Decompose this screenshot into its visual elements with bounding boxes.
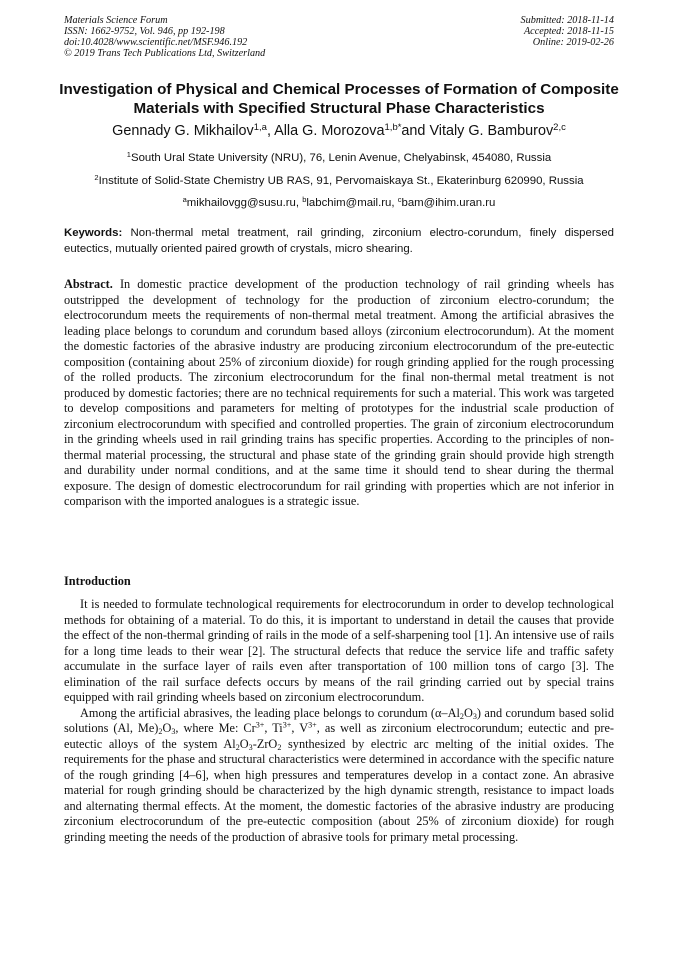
submitted-date: Submitted: 2018-11-14 bbox=[520, 15, 614, 26]
affiliation-text: Institute of Solid-State Chemistry UB RAS, 91, Pervomaiskaya St., Ekaterinburg 620990, Russia bbox=[98, 175, 584, 187]
email-address[interactable]: bam@ihim.uran.ru bbox=[401, 197, 496, 209]
affiliation-1 bbox=[40, 151, 638, 165]
email-list bbox=[40, 196, 638, 210]
introduction-paragraph-2: Among the artificial abrasives, the leading place belongs to corundum $(\alpha-Al_2O_3)$ and corundum based solid solutions (Al, $Me)_2O_3$, where Me: $Cr^{3+}$, $Ti^{3+}$, $V^{3+}$, as well as zirconium electrocorundum; eutectic and pre-eutectic alloys of the system $Al_2O_3-ZrO_2$ synthesized by electric arc melting of the initial oxides. The requirements for the phase and structural characteristics were determined in accordance with the specific nature of the rough grinding [4–6], when high pressures and temperatures develop in a contact zone. An abrasive material for rough grinding should be characterized by the high dynamic strength, resistance to impact loads and alternating thermal effects. At the moment, the domestic factories of the abrasive industry are producing zirconium electrocorundum of the pre-eutectic composition (about 25% of zirconium dioxide) for rough grinding meeting the needs of the production of abrasive tools for primary metal processing. bbox=[64, 705, 615, 844]
email-mark: b bbox=[302, 194, 307, 204]
affiliation-mark: 2 bbox=[94, 172, 99, 182]
issn-line: ISSN: 1662-9752, Vol. 946, pp 192-198 bbox=[64, 26, 225, 37]
author-affiliation-mark: 1,a bbox=[253, 121, 267, 133]
keywords-label: Keywords: bbox=[64, 227, 123, 239]
author-separator: , bbox=[266, 123, 275, 139]
author-name: Alla G. Morozova bbox=[274, 123, 385, 139]
author-name: Gennady G. Mikhailov bbox=[112, 123, 254, 139]
keywords-block bbox=[64, 226, 614, 257]
journal-name: Materials Science Forum bbox=[64, 15, 168, 26]
online-date: Online: 2019-02-26 bbox=[532, 37, 614, 48]
introduction-body bbox=[64, 597, 614, 845]
email-mark: a bbox=[182, 194, 187, 204]
email-mark: c bbox=[397, 194, 402, 204]
introduction-paragraph-1: It is needed to formulate technological requirements for electrocorundum in order to develop technological methods for obtaining of a material. To do this, it is important to understand in detail the causes that provide the effect of the non-thermal grinding of rails in the mode of a self-sharpening tool [1]. An intensive use of rails for a long time leads to their wear [2]. The structural defects that reduce the service life and traffic safety accumulate in the surface layer of rails even after transportation of 100 million tons of cargo [3]. The elimination of the rail surface defects occurs by means of the rail grinding carried out by special trains equipped with rail grinding wheels based on zirconium electrocorundum. bbox=[64, 597, 614, 704]
paper-title: Investigation of Physical and Chemical Processes of Formation of Composite Materials with Specified Structural Phase Characteristics bbox=[59, 81, 619, 117]
email-address[interactable]: mikhailovgg@susu.ru bbox=[186, 197, 296, 209]
author-affiliation-mark: 1,b* bbox=[384, 121, 402, 133]
author-name: Vitaly G. Bamburov bbox=[429, 123, 554, 139]
affiliation-text: South Ural State University (NRU), 76, Lenin Avenue, Chelyabinsk, 454080, Russia bbox=[130, 152, 552, 164]
email-separator: , bbox=[391, 197, 398, 209]
introduction-heading: Introduction bbox=[64, 574, 131, 588]
accepted-date: Accepted: 2018-11-15 bbox=[523, 26, 614, 37]
doi-line[interactable]: doi:10.4028/www.scientific.net/MSF.946.192 bbox=[64, 37, 248, 48]
copyright-line: © 2019 Trans Tech Publications Ltd, Switzerland bbox=[64, 48, 266, 59]
dates-header bbox=[521, 15, 614, 48]
abstract-block bbox=[64, 277, 614, 510]
email-address[interactable]: labchim@mail.ru bbox=[306, 197, 392, 209]
abstract-text: In domestic practice development of the production technology of rail grinding wheels has outstripped the development of technology for the production of zirconium electro-corundum; the electrocorundum meets the requirements of non-thermal metal treatment. Among the artificial abrasives the leading place belongs to corundum and corundum based alloys (zirconium electrocorundum). At the moment the domestic factories of the abrasive industry are producing zirconium electrocorundum of the pre-eutectic composition (containing about 25% of zirconium dioxide) for rough grinding applied for the rough processing of the rolled products. The zirconium electrocorundum for the final non-thermal metal treatment is not produced by domestic factories; there are no technical requirements for such a material. This work was targeted to develop compositions and parameters for melting of prototypes for the industrial scale production of zirconium electrocorundum with specified and controlled properties. The grain of zirconium electrocorundum in the grinding wheels used in rail grinding trains has specific properties. According to the principles of non-thermal material processing, the structural and phase state of the grinding grain should provide high strength and durability under normal conditions, and at the same time it should tend to shear during the thermal exposure. The design of domestic electrocorundum for rail grinding with properties which are not inferior in comparison with the imported analogues is a strategic issue. bbox=[64, 277, 614, 508]
author-list bbox=[40, 122, 638, 140]
email-separator: , bbox=[295, 197, 303, 209]
journal-header bbox=[64, 15, 265, 59]
author-separator: and bbox=[401, 123, 430, 139]
author-affiliation-mark: 2,c bbox=[553, 121, 566, 133]
affiliation-2 bbox=[40, 174, 638, 188]
keywords-text: Non-thermal metal treatment, rail grinding, zirconium electro-corundum, finely dispersed eutectics, mutually oriented paired growth of crystals, micro shearing. bbox=[64, 227, 614, 255]
affiliation-mark: 1 bbox=[126, 149, 131, 159]
abstract-label: Abstract. bbox=[64, 277, 113, 291]
